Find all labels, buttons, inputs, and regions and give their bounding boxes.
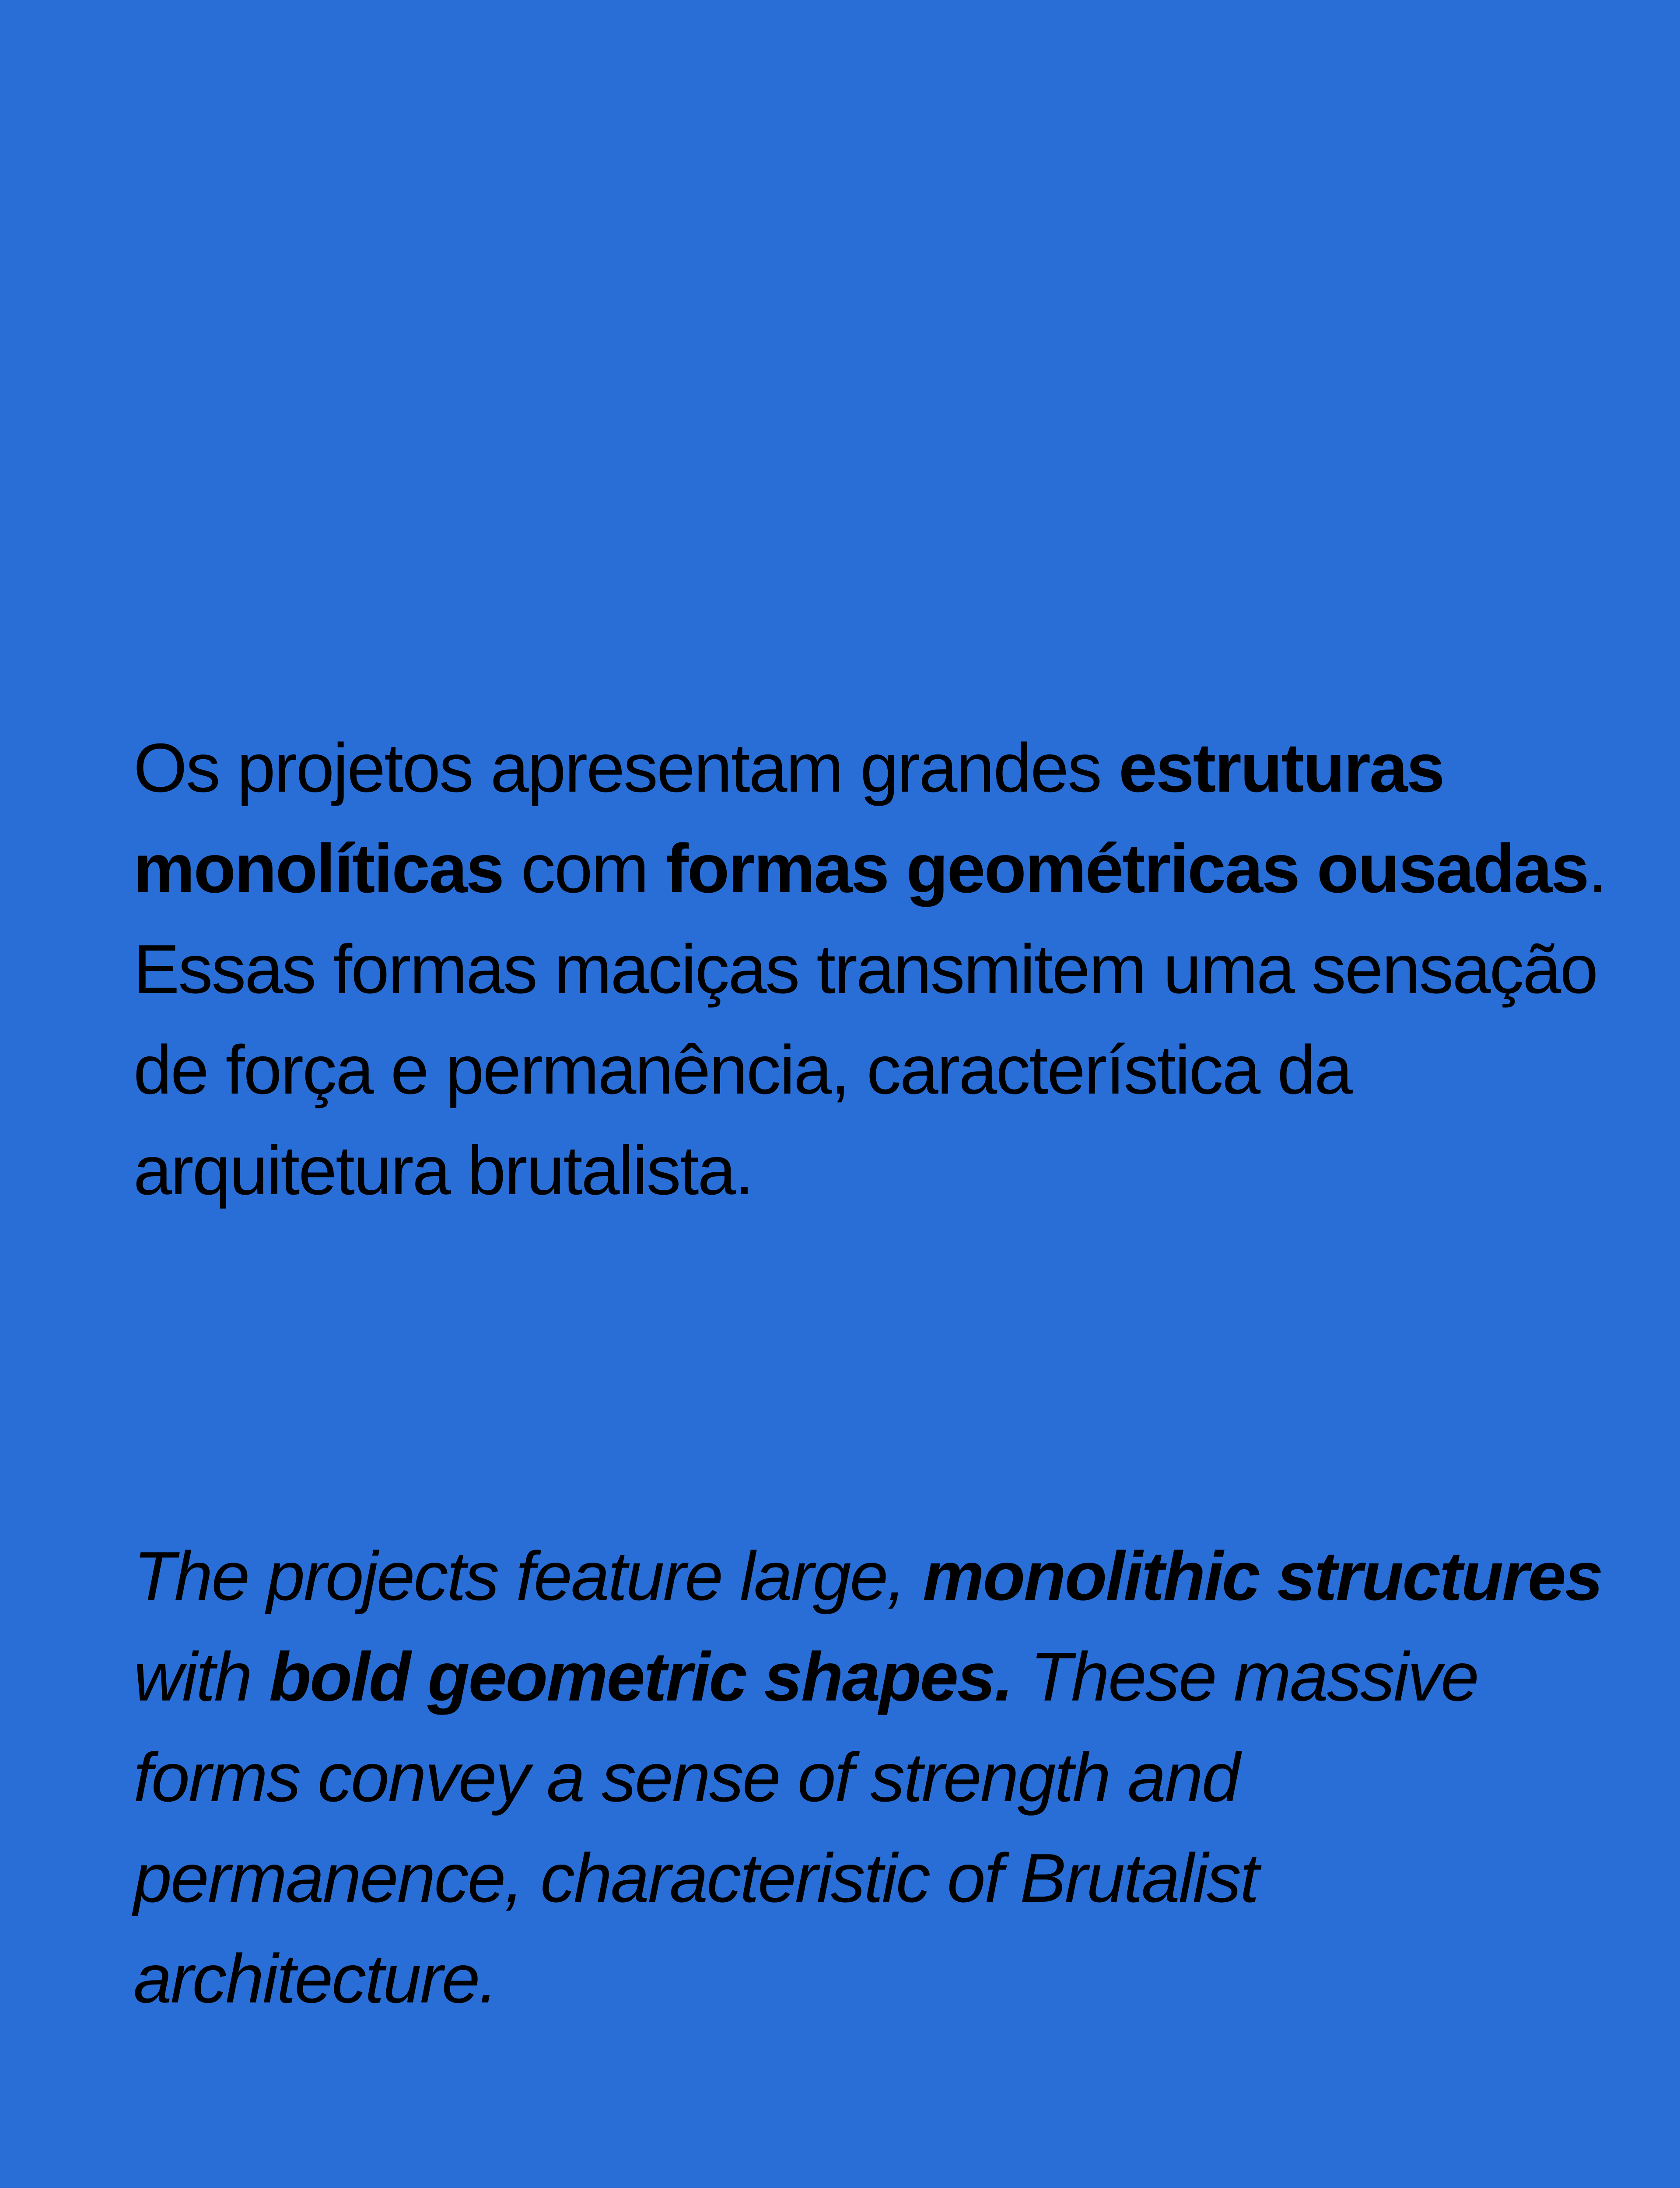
en-text-1: The projects feature large, [133,1538,923,1615]
en-emphasis-2: bold geometric shapes. [269,1638,1012,1715]
en-text-2: with [133,1638,269,1715]
pt-text-3: . Essas formas maciças transmitem uma sensação de força e permanência, característica da arquitetura brutalista. [133,830,1606,1209]
en-emphasis-1: monolithic structures [923,1538,1602,1615]
portuguese-description [133,718,1630,1221]
en-text-3: These massive forms convey a sense of strength and permanence, characteristic of Brutalist architecture. [133,1638,1478,2017]
english-description [133,1526,1630,2029]
pt-text-1: Os projetos apresentam grandes [133,729,1119,806]
pt-emphasis-2: formas geométricas ousadas [665,830,1588,907]
pt-text-2: com [503,830,666,907]
pt-emphasis-1: estruturas monolíticas [133,729,1444,907]
